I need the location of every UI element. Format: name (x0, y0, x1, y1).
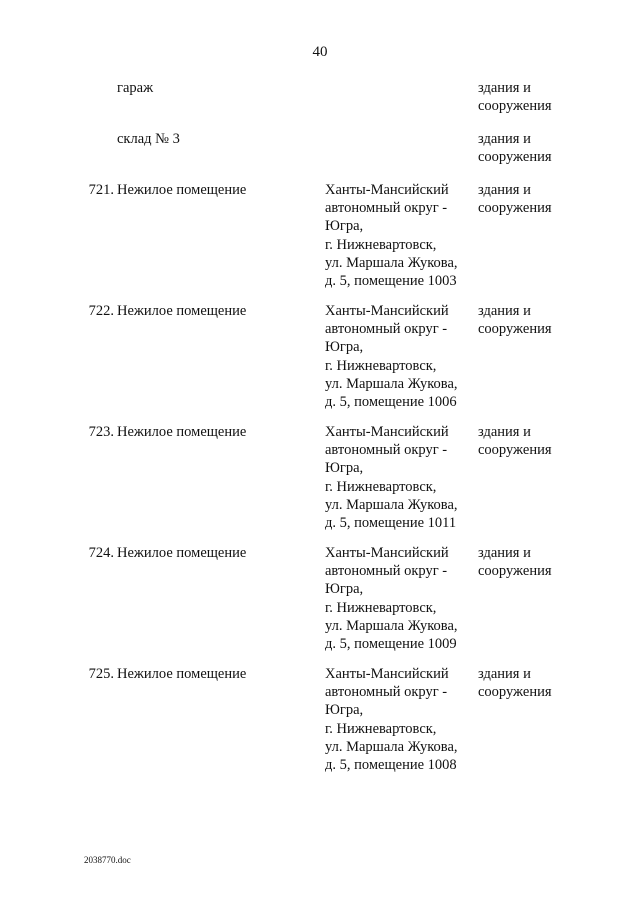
page-number: 40 (312, 44, 328, 60)
row-name: Нежилое помещение (117, 545, 247, 561)
address-line: автономный округ - (325, 684, 448, 701)
address-line: ул. Маршала Жукова, (325, 375, 458, 392)
row-type (478, 130, 598, 166)
address-line: Ханты-Мансийский (325, 666, 449, 682)
table-row (0, 181, 640, 302)
address-line: ул. Маршала Жукова, (325, 617, 458, 634)
row-address (325, 544, 475, 653)
address-line: д. 5, помещение 1008 (325, 757, 457, 774)
row-type (478, 302, 598, 338)
row-number: 722. (88, 303, 114, 319)
address-line: Югра, (325, 218, 364, 235)
row-number: 724. (88, 545, 114, 561)
row-address (325, 181, 475, 290)
row-name: гараж (117, 80, 154, 96)
address-line: автономный округ - (325, 442, 448, 459)
table-row (0, 79, 640, 130)
address-line: Ханты-Мансийский (325, 424, 449, 440)
address-line: г. Нижневартовск, (325, 599, 437, 616)
footer-filename: 2038770.doc (84, 855, 131, 865)
row-type (478, 665, 598, 701)
row-address (325, 665, 475, 774)
table-row (0, 302, 640, 423)
type-line: здания и (478, 303, 531, 319)
type-line: здания и (478, 182, 531, 198)
address-line: Ханты-Мансийский (325, 545, 449, 561)
row-number: 725. (88, 666, 114, 682)
type-line: здания и (478, 545, 531, 561)
row-name: Нежилое помещение (117, 424, 247, 440)
address-line: Ханты-Мансийский (325, 182, 449, 198)
row-name: склад № 3 (117, 131, 180, 147)
type-line: сооружения (478, 563, 552, 580)
address-line: автономный округ - (325, 321, 448, 338)
address-line: ул. Маршала Жукова, (325, 738, 458, 755)
type-line: сооружения (478, 321, 552, 338)
row-number: 723. (88, 424, 114, 440)
row-type (478, 423, 598, 459)
table-row (0, 665, 640, 786)
address-line: г. Нижневартовск, (325, 478, 437, 495)
table-row (0, 544, 640, 665)
address-line: Югра, (325, 581, 364, 598)
type-line: здания и (478, 131, 531, 147)
row-number: 721. (88, 182, 114, 198)
address-line: д. 5, помещение 1009 (325, 636, 457, 653)
type-line: сооружения (478, 200, 552, 217)
type-line: сооружения (478, 442, 552, 459)
property-list (0, 79, 640, 786)
address-line: д. 5, помещение 1003 (325, 273, 457, 290)
type-line: здания и (478, 80, 531, 96)
row-type (478, 544, 598, 580)
type-line: сооружения (478, 149, 552, 166)
address-line: Югра, (325, 702, 364, 719)
address-line: автономный округ - (325, 200, 448, 217)
address-line: г. Нижневартовск, (325, 720, 437, 737)
address-line: д. 5, помещение 1006 (325, 394, 457, 411)
address-line: д. 5, помещение 1011 (325, 515, 457, 532)
type-line: сооружения (478, 684, 552, 701)
row-name: Нежилое помещение (117, 303, 247, 319)
address-line: автономный округ - (325, 563, 448, 580)
address-line: Ханты-Мансийский (325, 303, 449, 319)
type-line: здания и (478, 666, 531, 682)
type-line: здания и (478, 424, 531, 440)
row-type (478, 79, 598, 115)
row-type (478, 181, 598, 217)
address-line: ул. Маршала Жукова, (325, 254, 458, 271)
address-line: ул. Маршала Жукова, (325, 496, 458, 513)
type-line: сооружения (478, 98, 552, 115)
row-address (325, 423, 475, 532)
address-line: Югра, (325, 460, 364, 477)
table-row (0, 130, 640, 181)
row-address (325, 302, 475, 411)
address-line: Югра, (325, 339, 364, 356)
table-row (0, 423, 640, 544)
row-name: Нежилое помещение (117, 666, 247, 682)
address-line: г. Нижневартовск, (325, 236, 437, 253)
address-line: г. Нижневартовск, (325, 357, 437, 374)
row-name: Нежилое помещение (117, 182, 247, 198)
